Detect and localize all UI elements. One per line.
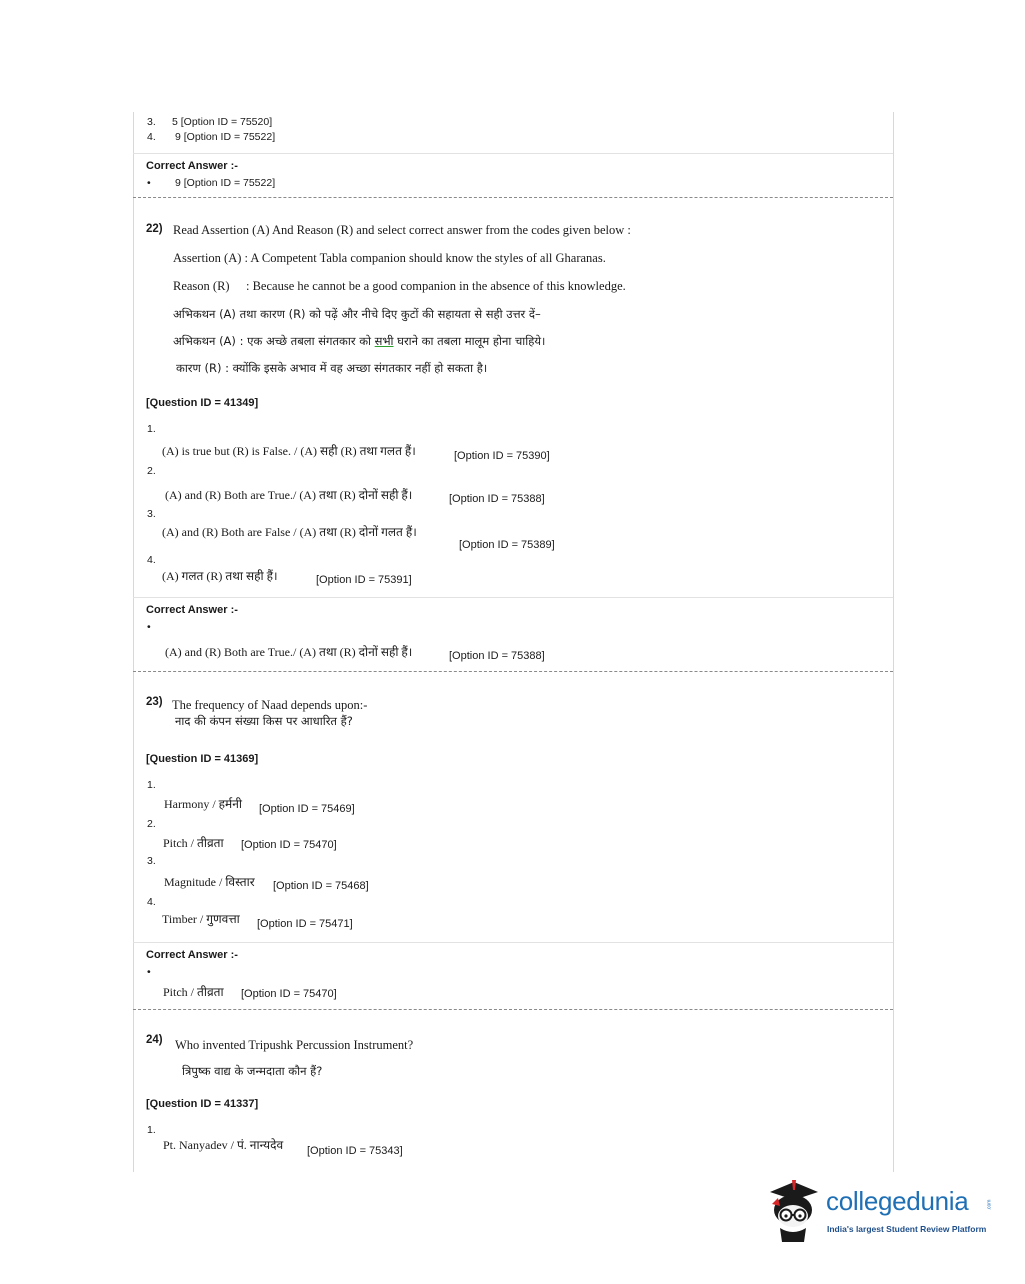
option-text: (A) गलत (R) तथा सही हैं। [162, 569, 278, 583]
option-number: 2. [147, 465, 156, 477]
question-line-hindi: त्रिपुष्क वाद्य के जन्मदाता कौन हैं? [182, 1064, 323, 1078]
correct-answer-text: Pitch / तीव्रता [163, 985, 224, 999]
option-id: [Option ID = 75391] [316, 574, 412, 586]
divider [133, 153, 893, 154]
question-line-hindi: अभिकथन (A) तथा कारण (R) को पढ़ें और नीचे दिए कुटों की सहायता से सही उत्तर दें– [173, 307, 541, 321]
option-id: [Option ID = 75468] [273, 880, 369, 892]
option-number: 4. [147, 131, 156, 143]
collegedunia-logo [766, 1176, 996, 1246]
question-line: Who invented Tripushk Percussion Instrument? [175, 1038, 414, 1052]
option-number: 1. [147, 423, 156, 435]
correct-answer-text: 9 [Option ID = 75522] [175, 177, 276, 189]
answer-bullet: • [147, 177, 151, 189]
question-line: Reason (R) [173, 279, 230, 293]
question-number: 24) [146, 1034, 163, 1046]
underlined-word: सभी [374, 334, 394, 348]
logo-domain: .com [986, 1199, 993, 1211]
divider [133, 597, 893, 598]
option-text: Timber / गुणवत्ता [162, 912, 240, 926]
logo-tagline: India's largest Student Review Platform [827, 1224, 987, 1234]
option-number: 4. [147, 554, 156, 566]
option-id: [Option ID = 75388] [449, 650, 545, 662]
correct-answer-text: (A) and (R) Both are True./ (A) तथा (R) दोनों सही हैं। [165, 645, 413, 659]
option-id: [Option ID = 75470] [241, 839, 337, 851]
question-id: [Question ID = 41369] [146, 753, 259, 765]
option-text: (A) is true but (R) is False. / (A) सही (R) तथा गलत हैं। [162, 444, 416, 458]
logo-wordmark: collegedunia [826, 1186, 969, 1216]
option-number: 4. [147, 896, 156, 908]
question-line: : Because he cannot be a good companion in the absence of this knowledge. [246, 279, 626, 293]
option-id: [Option ID = 75469] [259, 803, 355, 815]
option-text: Pt. Nanyadev / पं. नान्यदेव [163, 1138, 284, 1152]
option-id: [Option ID = 75471] [257, 918, 353, 930]
question-id: [Question ID = 41337] [146, 1098, 259, 1110]
option-text: Pitch / तीव्रता [163, 836, 224, 850]
option-id: [Option ID = 75389] [459, 539, 555, 551]
question-divider [133, 671, 893, 672]
question-paper-frame [133, 112, 894, 1172]
question-line: Assertion (A) : A Competent Tabla companion should know the styles of all Gharanas. [173, 251, 606, 265]
answer-bullet: • [147, 966, 151, 978]
question-number: 23) [146, 696, 163, 708]
divider [133, 942, 893, 943]
line-part: अभिकथन (A) : एक अच्छे तबला संगतकार को [173, 334, 375, 348]
answer-bullet: • [147, 621, 151, 633]
question-line: The frequency of Naad depends upon:- [172, 698, 368, 712]
option-number: 3. [147, 116, 156, 128]
question-divider [133, 1009, 893, 1010]
correct-answer-label: Correct Answer :- [146, 160, 238, 172]
option-text: (A) and (R) Both are True./ (A) तथा (R) दोनों सही हैं। [165, 488, 413, 502]
question-line-hindi: कारण (R) : क्योंकि इसके अभाव में वह अच्छा संगतकार नहीं हो सकता है। [176, 361, 488, 375]
option-number: 1. [147, 1124, 156, 1136]
option-text: Magnitude / विस्तार [164, 875, 255, 889]
question-line: Read Assertion (A) And Reason (R) and select correct answer from the codes given below : [173, 223, 631, 237]
line-part: घराने का तबला मालूम होना चाहिये। [393, 334, 546, 348]
student-mascot-icon [766, 1176, 826, 1246]
option-id: [Option ID = 75388] [449, 493, 545, 505]
question-line-hindi [173, 334, 545, 349]
question-divider [133, 197, 893, 198]
option-text: 9 [Option ID = 75522] [175, 131, 276, 143]
correct-answer-label: Correct Answer :- [146, 604, 238, 616]
option-id: [Option ID = 75343] [307, 1145, 403, 1157]
correct-answer-label: Correct Answer :- [146, 949, 238, 961]
option-number: 3. [147, 508, 156, 520]
option-number: 1. [147, 779, 156, 791]
option-number: 3. [147, 855, 156, 867]
option-id: [Option ID = 75390] [454, 450, 550, 462]
question-id: [Question ID = 41349] [146, 397, 259, 409]
option-text: 5 [Option ID = 75520] [172, 116, 273, 128]
option-number: 2. [147, 818, 156, 830]
question-number: 22) [146, 223, 163, 235]
question-line-hindi: नाद की कंपन संख्या किस पर आधारित हैं? [175, 714, 353, 728]
option-text: (A) and (R) Both are False / (A) तथा (R) दोनों गलत हैं। [162, 525, 417, 539]
option-text: Harmony / हर्मनी [164, 797, 242, 811]
option-id: [Option ID = 75470] [241, 988, 337, 1000]
